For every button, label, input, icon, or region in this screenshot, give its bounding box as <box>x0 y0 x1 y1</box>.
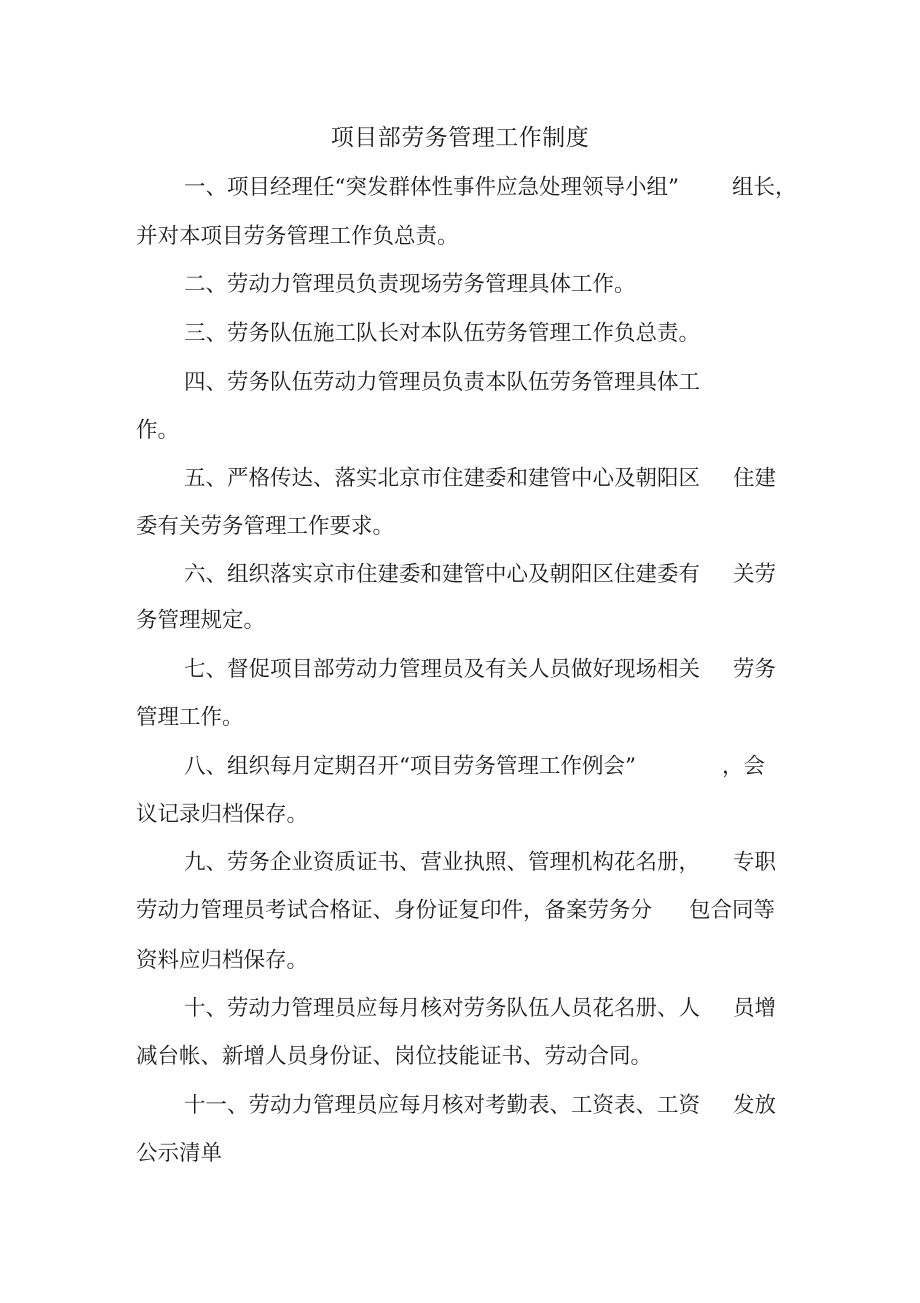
paragraph-1-line-1: 一、项目经理任“突发群体性事件应急处理领导小组” <box>184 175 679 200</box>
paragraph-8-line-1-tail: ，会 <box>722 754 766 779</box>
paragraph-11-line-2: 公示清单 <box>136 1141 223 1166</box>
paragraph-8-line-2: 议记录归档保存。 <box>136 802 309 827</box>
paragraph-6-line-2: 务管理规定。 <box>136 608 266 633</box>
paragraph-1-line-1-tail: 组长， <box>732 175 797 200</box>
paragraph-2-line-1: 二、劳动力管理员负责现场劳务管理具体工作。 <box>184 272 636 297</box>
paragraph-7-line-2: 管理工作。 <box>136 705 244 730</box>
paragraph-1-line-2: 并对本项目劳务管理工作负总责。 <box>136 224 459 249</box>
paragraph-7-line-1-tail: 劳务 <box>733 657 777 682</box>
paragraph-4-line-1: 四、劳务队伍劳动力管理员负责本队伍劳务管理具体工 <box>184 370 701 395</box>
paragraph-9-line-1-tail: 专职 <box>733 850 777 875</box>
paragraph-5-line-1-tail: 住建 <box>733 466 777 491</box>
paragraph-7-line-1: 七、督促项目部劳动力管理员及有关人员做好现场相关 <box>184 657 701 682</box>
paragraph-9-line-2-tail: 包合同等 <box>689 898 776 923</box>
paragraph-6-line-1-tail: 关劳 <box>733 562 777 587</box>
paragraph-11-line-1-tail: 发放 <box>733 1093 777 1118</box>
paragraph-9-line-1: 九、劳务企业资质证书、营业执照、管理机构花名册， <box>184 850 701 875</box>
page-title: 项目部劳务管理工作制度 <box>330 125 590 151</box>
paragraph-8-line-1: 八、组织每月定期召开“项目劳务管理工作例会” <box>184 754 636 779</box>
paragraph-11-line-1: 十一、劳动力管理员应每月核对考勤表、工资表、工资 <box>184 1093 701 1118</box>
paragraph-9-line-2: 劳动力管理员考试合格证、身份证复印件，备案劳务分 <box>136 898 653 923</box>
paragraph-5-line-1: 五、严格传达、落实北京市住建委和建管中心及朝阳区 <box>184 466 701 491</box>
paragraph-10-line-1-tail: 员增 <box>733 996 777 1021</box>
paragraph-10-line-2: 减台帐、新增人员身份证、岗位技能证书、劳动合同。 <box>136 1044 653 1069</box>
paragraph-6-line-1: 六、组织落实京市住建委和建管中心及朝阳区住建委有 <box>184 562 701 587</box>
paragraph-9-line-3: 资料应归档保存。 <box>136 948 309 973</box>
paragraph-5-line-2: 委有关劳务管理工作要求。 <box>136 514 395 539</box>
paragraph-10-line-1: 十、劳动力管理员应每月核对劳务队伍人员花名册、人 <box>184 996 701 1021</box>
paragraph-3-line-1: 三、劳务队伍施工队长对本队伍劳务管理工作负总责。 <box>184 321 701 346</box>
paragraph-4-line-2: 作。 <box>136 418 180 443</box>
